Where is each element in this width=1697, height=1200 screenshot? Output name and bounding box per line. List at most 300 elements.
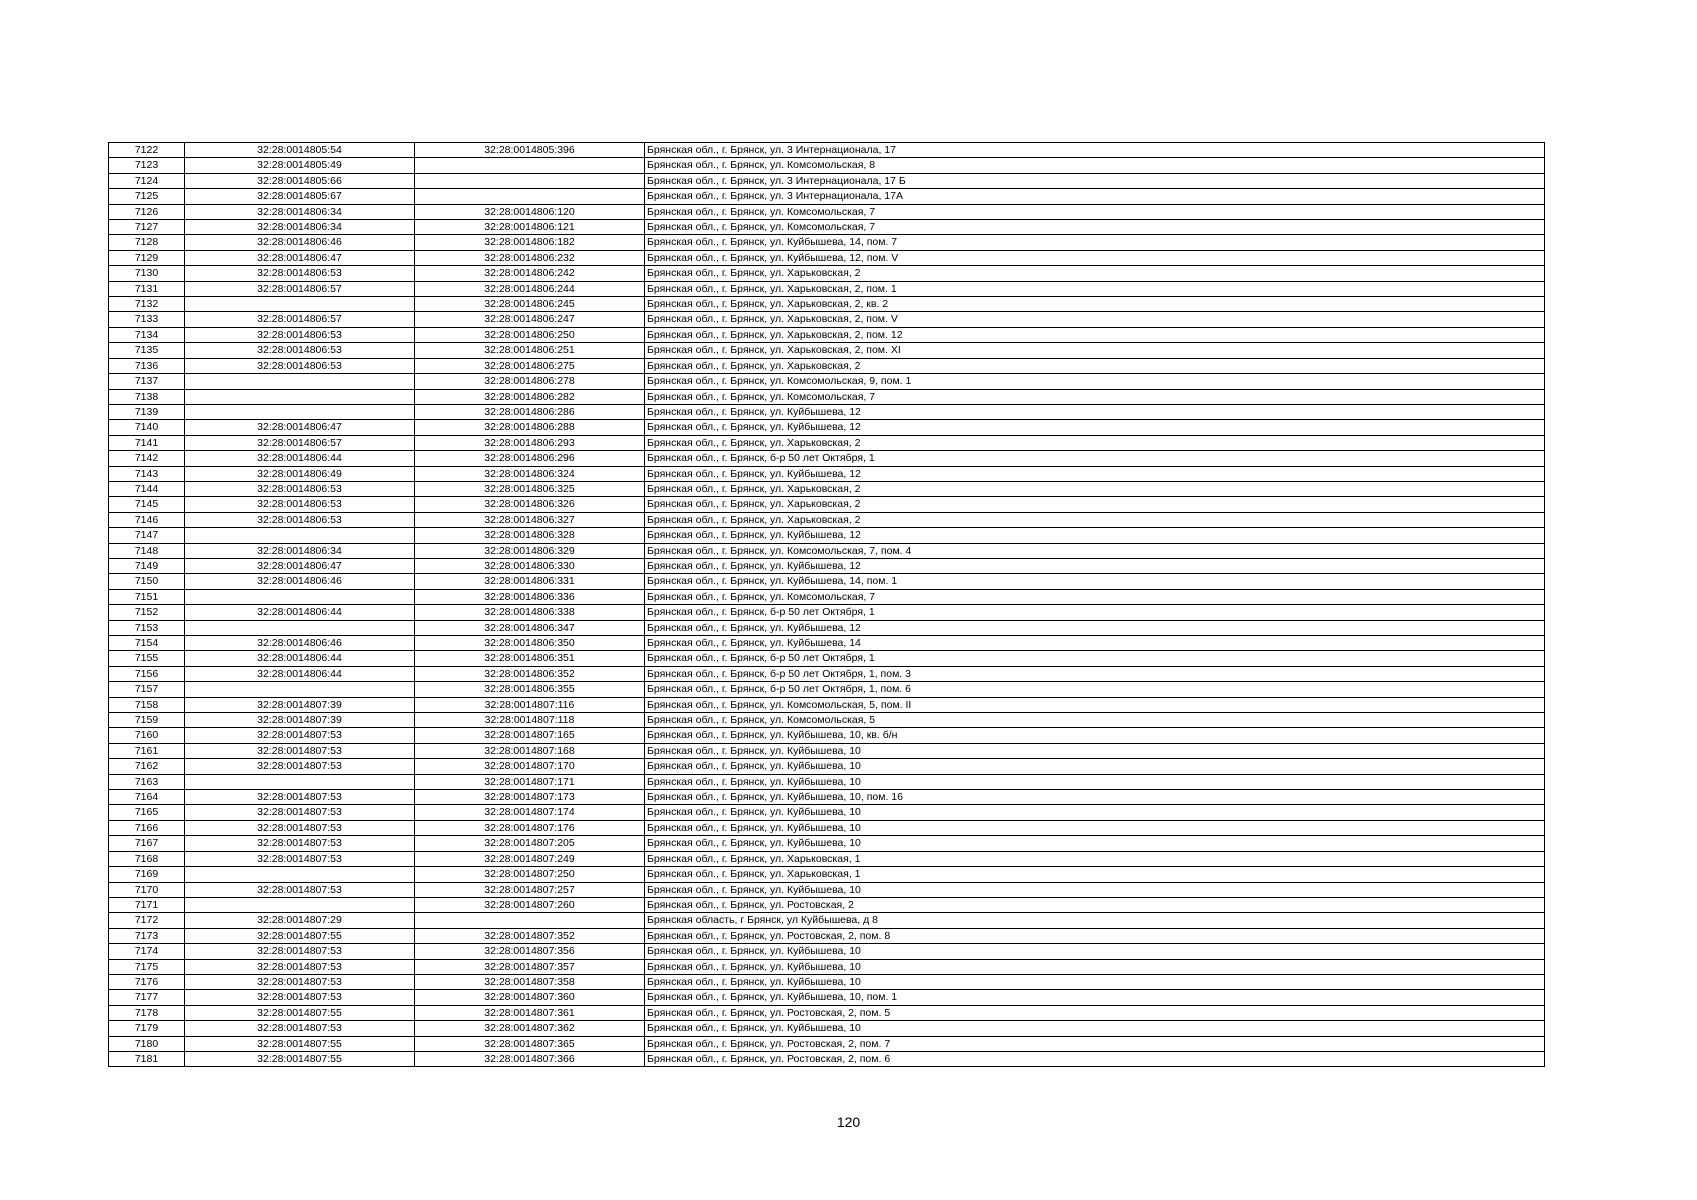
cadastral-number-cell: 32:28:0014807:362	[415, 1021, 645, 1036]
row-number-cell: 7174	[109, 944, 185, 959]
address-cell: Брянская обл., г. Брянск, ул. Куйбышева, 14, пом. 7	[645, 235, 1545, 250]
address-cell: Брянская обл., г. Брянск, ул. Комсомольская, 8	[645, 158, 1545, 173]
row-number-cell: 7145	[109, 497, 185, 512]
parcel-number-cell: 32:28:0014807:39	[185, 713, 415, 728]
cadastral-number-cell: 32:28:0014807:361	[415, 1005, 645, 1020]
address-cell: Брянская обл., г. Брянск, ул. Куйбышева, 12	[645, 558, 1545, 573]
table-row	[109, 158, 1545, 173]
row-number-cell: 7130	[109, 266, 185, 281]
parcel-number-cell	[185, 897, 415, 912]
row-number-cell: 7131	[109, 281, 185, 296]
parcel-number-cell: 32:28:0014807:53	[185, 959, 415, 974]
parcel-number-cell: 32:28:0014805:67	[185, 189, 415, 204]
row-number-cell: 7132	[109, 297, 185, 312]
cadastral-number-cell: 32:28:0014807:171	[415, 774, 645, 789]
address-cell: Брянская обл., г. Брянск, ул. Харьковская, 2, пом. V	[645, 312, 1545, 327]
address-cell: Брянская обл., г. Брянск, ул. Комсомольская, 7	[645, 589, 1545, 604]
table-row	[109, 374, 1545, 389]
row-number-cell: 7178	[109, 1005, 185, 1020]
registry-table	[108, 142, 1545, 1067]
row-number-cell: 7125	[109, 189, 185, 204]
address-cell: Брянская обл., г. Брянск, ул. Ростовская, 2, пом. 5	[645, 1005, 1545, 1020]
cadastral-number-cell: 32:28:0014807:249	[415, 851, 645, 866]
cadastral-number-cell: 32:28:0014806:120	[415, 204, 645, 219]
row-number-cell: 7161	[109, 743, 185, 758]
row-number-cell: 7148	[109, 543, 185, 558]
table-row	[109, 790, 1545, 805]
cadastral-number-cell: 32:28:0014806:232	[415, 250, 645, 265]
row-number-cell: 7122	[109, 143, 185, 158]
cadastral-number-cell: 32:28:0014807:360	[415, 990, 645, 1005]
cadastral-number-cell: 32:28:0014806:293	[415, 435, 645, 450]
row-number-cell: 7139	[109, 404, 185, 419]
parcel-number-cell: 32:28:0014806:44	[185, 605, 415, 620]
parcel-number-cell: 32:28:0014807:53	[185, 743, 415, 758]
parcel-number-cell: 32:28:0014807:53	[185, 974, 415, 989]
address-cell: Брянская обл., г. Брянск, ул. Куйбышева, 12	[645, 420, 1545, 435]
table-row	[109, 235, 1545, 250]
cadastral-number-cell	[415, 173, 645, 188]
parcel-number-cell	[185, 589, 415, 604]
cadastral-number-cell: 32:28:0014806:247	[415, 312, 645, 327]
parcel-number-cell	[185, 682, 415, 697]
row-number-cell: 7173	[109, 928, 185, 943]
parcel-number-cell: 32:28:0014806:47	[185, 420, 415, 435]
cadastral-number-cell: 32:28:0014806:338	[415, 605, 645, 620]
address-cell: Брянская обл., г. Брянск, ул. Куйбышева, 10	[645, 774, 1545, 789]
row-number-cell: 7150	[109, 574, 185, 589]
row-number-cell: 7127	[109, 220, 185, 235]
parcel-number-cell	[185, 528, 415, 543]
parcel-number-cell: 32:28:0014807:29	[185, 913, 415, 928]
table-row	[109, 1005, 1545, 1020]
table-row	[109, 928, 1545, 943]
row-number-cell: 7154	[109, 636, 185, 651]
cadastral-number-cell: 32:28:0014807:260	[415, 897, 645, 912]
parcel-number-cell: 32:28:0014806:44	[185, 666, 415, 681]
parcel-number-cell: 32:28:0014807:53	[185, 805, 415, 820]
cadastral-number-cell: 32:28:0014806:331	[415, 574, 645, 589]
address-cell: Брянская обл., г. Брянск, б-р 50 лет Октября, 1, пом. 3	[645, 666, 1545, 681]
address-cell: Брянская обл., г. Брянск, ул. Ростовская, 2	[645, 897, 1545, 912]
table-row	[109, 743, 1545, 758]
parcel-number-cell: 32:28:0014807:55	[185, 928, 415, 943]
address-cell: Брянская обл., г. Брянск, ул. Куйбышева, 12	[645, 620, 1545, 635]
cadastral-number-cell: 32:28:0014806:351	[415, 651, 645, 666]
row-number-cell: 7137	[109, 374, 185, 389]
page-number: 120	[836, 1114, 861, 1130]
cadastral-number-cell: 32:28:0014806:251	[415, 343, 645, 358]
row-number-cell: 7155	[109, 651, 185, 666]
table-row	[109, 589, 1545, 604]
cadastral-number-cell: 32:28:0014806:324	[415, 466, 645, 481]
registry-table-container	[108, 142, 1544, 1067]
parcel-number-cell: 32:28:0014807:53	[185, 882, 415, 897]
parcel-number-cell: 32:28:0014806:46	[185, 574, 415, 589]
parcel-number-cell: 32:28:0014806:44	[185, 651, 415, 666]
address-cell: Брянская обл., г. Брянск, ул. Куйбышева, 10, пом. 16	[645, 790, 1545, 805]
row-number-cell: 7124	[109, 173, 185, 188]
table-row	[109, 189, 1545, 204]
row-number-cell: 7153	[109, 620, 185, 635]
address-cell: Брянская область, г Брянск, ул Куйбышева, д 8	[645, 913, 1545, 928]
table-row	[109, 143, 1545, 158]
table-row	[109, 574, 1545, 589]
parcel-number-cell: 32:28:0014806:53	[185, 512, 415, 527]
address-cell: Брянская обл., г. Брянск, ул. Комсомольская, 9, пом. 1	[645, 374, 1545, 389]
address-cell: Брянская обл., г. Брянск, ул. Харьковская, 2	[645, 266, 1545, 281]
table-row	[109, 990, 1545, 1005]
row-number-cell: 7123	[109, 158, 185, 173]
address-cell: Брянская обл., г. Брянск, б-р 50 лет Октября, 1	[645, 605, 1545, 620]
address-cell: Брянская обл., г. Брянск, ул. Куйбышева, 10	[645, 820, 1545, 835]
row-number-cell: 7164	[109, 790, 185, 805]
table-row	[109, 728, 1545, 743]
cadastral-number-cell: 32:28:0014807:257	[415, 882, 645, 897]
parcel-number-cell: 32:28:0014806:46	[185, 235, 415, 250]
address-cell: Брянская обл., г. Брянск, ул. Харьковская, 2	[645, 512, 1545, 527]
parcel-number-cell	[185, 774, 415, 789]
address-cell: Брянская обл., г. Брянск, ул. Куйбышева, 10	[645, 743, 1545, 758]
address-cell: Брянская обл., г. Брянск, ул. Харьковская, 2, пом. 1	[645, 281, 1545, 296]
row-number-cell: 7128	[109, 235, 185, 250]
row-number-cell: 7156	[109, 666, 185, 681]
table-row	[109, 974, 1545, 989]
cadastral-number-cell: 32:28:0014807:358	[415, 974, 645, 989]
parcel-number-cell: 32:28:0014807:53	[185, 990, 415, 1005]
address-cell: Брянская обл., г. Брянск, ул. Куйбышева, 10, пом. 1	[645, 990, 1545, 1005]
registry-table-body	[109, 143, 1545, 1067]
table-row	[109, 543, 1545, 558]
cadastral-number-cell	[415, 189, 645, 204]
address-cell: Брянская обл., г. Брянск, ул. Куйбышева, 10	[645, 759, 1545, 774]
parcel-number-cell: 32:28:0014806:57	[185, 312, 415, 327]
row-number-cell: 7172	[109, 913, 185, 928]
row-number-cell: 7159	[109, 713, 185, 728]
table-row	[109, 512, 1545, 527]
parcel-number-cell: 32:28:0014806:47	[185, 558, 415, 573]
cadastral-number-cell: 32:28:0014807:176	[415, 820, 645, 835]
cadastral-number-cell: 32:28:0014806:347	[415, 620, 645, 635]
cadastral-number-cell: 32:28:0014806:282	[415, 389, 645, 404]
parcel-number-cell: 32:28:0014807:53	[185, 944, 415, 959]
cadastral-number-cell: 32:28:0014807:356	[415, 944, 645, 959]
table-row	[109, 420, 1545, 435]
address-cell: Брянская обл., г. Брянск, ул. Харьковская, 1	[645, 867, 1545, 882]
parcel-number-cell: 32:28:0014807:55	[185, 1036, 415, 1051]
row-number-cell: 7134	[109, 327, 185, 342]
address-cell: Брянская обл., г. Брянск, ул. Куйбышева, 12	[645, 466, 1545, 481]
table-row	[109, 435, 1545, 450]
address-cell: Брянская обл., г. Брянск, ул. Куйбышева, 10, кв. б/н	[645, 728, 1545, 743]
parcel-number-cell: 32:28:0014805:66	[185, 173, 415, 188]
row-number-cell: 7146	[109, 512, 185, 527]
table-row	[109, 297, 1545, 312]
address-cell: Брянская обл., г. Брянск, ул. 3 Интернационала, 17А	[645, 189, 1545, 204]
parcel-number-cell: 32:28:0014806:53	[185, 327, 415, 342]
parcel-number-cell: 32:28:0014806:46	[185, 636, 415, 651]
table-row	[109, 605, 1545, 620]
cadastral-number-cell: 32:28:0014806:330	[415, 558, 645, 573]
cadastral-number-cell: 32:28:0014806:121	[415, 220, 645, 235]
table-row	[109, 666, 1545, 681]
table-row	[109, 713, 1545, 728]
table-row	[109, 281, 1545, 296]
cadastral-number-cell: 32:28:0014807:357	[415, 959, 645, 974]
parcel-number-cell: 32:28:0014806:47	[185, 250, 415, 265]
cadastral-number-cell: 32:28:0014806:278	[415, 374, 645, 389]
parcel-number-cell: 32:28:0014806:34	[185, 220, 415, 235]
address-cell: Брянская обл., г. Брянск, ул. Комсомольская, 5	[645, 713, 1545, 728]
parcel-number-cell: 32:28:0014806:53	[185, 343, 415, 358]
parcel-number-cell: 32:28:0014806:53	[185, 266, 415, 281]
row-number-cell: 7135	[109, 343, 185, 358]
table-row	[109, 944, 1545, 959]
table-row	[109, 913, 1545, 928]
cadastral-number-cell: 32:28:0014806:327	[415, 512, 645, 527]
parcel-number-cell: 32:28:0014807:39	[185, 697, 415, 712]
address-cell: Брянская обл., г. Брянск, ул. Куйбышева, 10	[645, 805, 1545, 820]
table-row	[109, 312, 1545, 327]
row-number-cell: 7140	[109, 420, 185, 435]
cadastral-number-cell: 32:28:0014805:396	[415, 143, 645, 158]
table-row	[109, 636, 1545, 651]
cadastral-number-cell: 32:28:0014806:355	[415, 682, 645, 697]
address-cell: Брянская обл., г. Брянск, ул. Харьковская, 2	[645, 435, 1545, 450]
address-cell: Брянская обл., г. Брянск, ул. Ростовская, 2, пом. 6	[645, 1051, 1545, 1066]
cadastral-number-cell	[415, 913, 645, 928]
row-number-cell: 7136	[109, 358, 185, 373]
row-number-cell: 7144	[109, 481, 185, 496]
cadastral-number-cell: 32:28:0014806:329	[415, 543, 645, 558]
table-row	[109, 466, 1545, 481]
table-row	[109, 759, 1545, 774]
parcel-number-cell: 32:28:0014807:53	[185, 820, 415, 835]
row-number-cell: 7167	[109, 836, 185, 851]
table-row	[109, 620, 1545, 635]
address-cell: Брянская обл., г. Брянск, ул. Куйбышева, 12, пом. V	[645, 250, 1545, 265]
row-number-cell: 7149	[109, 558, 185, 573]
table-row	[109, 528, 1545, 543]
row-number-cell: 7152	[109, 605, 185, 620]
table-row	[109, 836, 1545, 851]
cadastral-number-cell: 32:28:0014807:250	[415, 867, 645, 882]
table-row	[109, 882, 1545, 897]
cadastral-number-cell: 32:28:0014806:245	[415, 297, 645, 312]
table-row	[109, 897, 1545, 912]
cadastral-number-cell: 32:28:0014807:205	[415, 836, 645, 851]
table-row	[109, 389, 1545, 404]
table-row	[109, 451, 1545, 466]
cadastral-number-cell: 32:28:0014806:336	[415, 589, 645, 604]
row-number-cell: 7176	[109, 974, 185, 989]
parcel-number-cell	[185, 389, 415, 404]
table-row	[109, 851, 1545, 866]
table-row	[109, 343, 1545, 358]
parcel-number-cell: 32:28:0014806:34	[185, 543, 415, 558]
parcel-number-cell: 32:28:0014806:53	[185, 358, 415, 373]
cadastral-number-cell: 32:28:0014807:365	[415, 1036, 645, 1051]
row-number-cell: 7133	[109, 312, 185, 327]
address-cell: Брянская обл., г. Брянск, ул. Ростовская, 2, пом. 7	[645, 1036, 1545, 1051]
row-number-cell: 7142	[109, 451, 185, 466]
cadastral-number-cell: 32:28:0014806:242	[415, 266, 645, 281]
table-row	[109, 404, 1545, 419]
address-cell: Брянская обл., г. Брянск, б-р 50 лет Октября, 1, пом. 6	[645, 682, 1545, 697]
table-row	[109, 697, 1545, 712]
cadastral-number-cell: 32:28:0014807:352	[415, 928, 645, 943]
address-cell: Брянская обл., г. Брянск, ул. Куйбышева, 12	[645, 528, 1545, 543]
address-cell: Брянская обл., г. Брянск, ул. Куйбышева, 12	[645, 404, 1545, 419]
row-number-cell: 7162	[109, 759, 185, 774]
cadastral-number-cell: 32:28:0014807:118	[415, 713, 645, 728]
address-cell: Брянская обл., г. Брянск, ул. Харьковская, 2	[645, 358, 1545, 373]
address-cell: Брянская обл., г. Брянск, ул. Куйбышева, 10	[645, 959, 1545, 974]
parcel-number-cell: 32:28:0014807:53	[185, 836, 415, 851]
parcel-number-cell: 32:28:0014806:57	[185, 281, 415, 296]
table-row	[109, 959, 1545, 974]
parcel-number-cell: 32:28:0014805:54	[185, 143, 415, 158]
row-number-cell: 7181	[109, 1051, 185, 1066]
table-row	[109, 1021, 1545, 1036]
table-row	[109, 220, 1545, 235]
parcel-number-cell	[185, 404, 415, 419]
table-row	[109, 1051, 1545, 1066]
cadastral-number-cell: 32:28:0014807:165	[415, 728, 645, 743]
parcel-number-cell: 32:28:0014807:55	[185, 1051, 415, 1066]
cadastral-number-cell: 32:28:0014807:170	[415, 759, 645, 774]
parcel-number-cell	[185, 620, 415, 635]
parcel-number-cell: 32:28:0014807:53	[185, 1021, 415, 1036]
parcel-number-cell: 32:28:0014806:44	[185, 451, 415, 466]
address-cell: Брянская обл., г. Брянск, ул. Комсомольская, 7, пом. 4	[645, 543, 1545, 558]
parcel-number-cell: 32:28:0014806:53	[185, 481, 415, 496]
parcel-number-cell	[185, 297, 415, 312]
cadastral-number-cell: 32:28:0014806:288	[415, 420, 645, 435]
parcel-number-cell: 32:28:0014807:53	[185, 851, 415, 866]
address-cell: Брянская обл., г. Брянск, ул. Комсомольская, 5, пом. II	[645, 697, 1545, 712]
table-row	[109, 682, 1545, 697]
cadastral-number-cell: 32:28:0014806:275	[415, 358, 645, 373]
row-number-cell: 7177	[109, 990, 185, 1005]
table-row	[109, 481, 1545, 496]
row-number-cell: 7170	[109, 882, 185, 897]
table-row	[109, 204, 1545, 219]
address-cell: Брянская обл., г. Брянск, ул. Куйбышева, 14, пом. 1	[645, 574, 1545, 589]
address-cell: Брянская обл., г. Брянск, ул. Куйбышева, 10	[645, 1021, 1545, 1036]
cadastral-number-cell	[415, 158, 645, 173]
row-number-cell: 7179	[109, 1021, 185, 1036]
address-cell: Брянская обл., г. Брянск, ул. Куйбышева, 10	[645, 974, 1545, 989]
address-cell: Брянская обл., г. Брянск, ул. Харьковская, 1	[645, 851, 1545, 866]
cadastral-number-cell: 32:28:0014806:325	[415, 481, 645, 496]
row-number-cell: 7151	[109, 589, 185, 604]
row-number-cell: 7175	[109, 959, 185, 974]
parcel-number-cell: 32:28:0014806:34	[185, 204, 415, 219]
address-cell: Брянская обл., г. Брянск, ул. Харьковская, 2, кв. 2	[645, 297, 1545, 312]
address-cell: Брянская обл., г. Брянск, ул. Ростовская, 2, пом. 8	[645, 928, 1545, 943]
parcel-number-cell: 32:28:0014806:57	[185, 435, 415, 450]
cadastral-number-cell: 32:28:0014806:182	[415, 235, 645, 250]
parcel-number-cell: 32:28:0014807:53	[185, 759, 415, 774]
cadastral-number-cell: 32:28:0014806:328	[415, 528, 645, 543]
parcel-number-cell	[185, 867, 415, 882]
row-number-cell: 7126	[109, 204, 185, 219]
address-cell: Брянская обл., г. Брянск, ул. Куйбышева, 14	[645, 636, 1545, 651]
row-number-cell: 7160	[109, 728, 185, 743]
row-number-cell: 7138	[109, 389, 185, 404]
address-cell: Брянская обл., г. Брянск, ул. Комсомольская, 7	[645, 204, 1545, 219]
cadastral-number-cell: 32:28:0014806:296	[415, 451, 645, 466]
table-row	[109, 327, 1545, 342]
row-number-cell: 7147	[109, 528, 185, 543]
row-number-cell: 7129	[109, 250, 185, 265]
cadastral-number-cell: 32:28:0014806:350	[415, 636, 645, 651]
cadastral-number-cell: 32:28:0014807:168	[415, 743, 645, 758]
address-cell: Брянская обл., г. Брянск, ул. Харьковская, 2	[645, 481, 1545, 496]
table-row	[109, 651, 1545, 666]
cadastral-number-cell: 32:28:0014806:286	[415, 404, 645, 419]
parcel-number-cell	[185, 374, 415, 389]
cadastral-number-cell: 32:28:0014807:174	[415, 805, 645, 820]
row-number-cell: 7180	[109, 1036, 185, 1051]
cadastral-number-cell: 32:28:0014806:326	[415, 497, 645, 512]
row-number-cell: 7163	[109, 774, 185, 789]
address-cell: Брянская обл., г. Брянск, б-р 50 лет Октября, 1	[645, 451, 1545, 466]
parcel-number-cell: 32:28:0014805:49	[185, 158, 415, 173]
address-cell: Брянская обл., г. Брянск, ул. Куйбышева, 10	[645, 836, 1545, 851]
cadastral-number-cell: 32:28:0014807:173	[415, 790, 645, 805]
row-number-cell: 7166	[109, 820, 185, 835]
address-cell: Брянская обл., г. Брянск, ул. Харьковская, 2, пом. 12	[645, 327, 1545, 342]
table-row	[109, 1036, 1545, 1051]
address-cell: Брянская обл., г. Брянск, ул. Харьковская, 2, пом. XI	[645, 343, 1545, 358]
row-number-cell: 7157	[109, 682, 185, 697]
table-row	[109, 558, 1545, 573]
row-number-cell: 7143	[109, 466, 185, 481]
table-row	[109, 266, 1545, 281]
row-number-cell: 7141	[109, 435, 185, 450]
row-number-cell: 7165	[109, 805, 185, 820]
cadastral-number-cell: 32:28:0014807:366	[415, 1051, 645, 1066]
row-number-cell: 7158	[109, 697, 185, 712]
address-cell: Брянская обл., г. Брянск, б-р 50 лет Октября, 1	[645, 651, 1545, 666]
table-row	[109, 497, 1545, 512]
parcel-number-cell: 32:28:0014807:55	[185, 1005, 415, 1020]
address-cell: Брянская обл., г. Брянск, ул. Куйбышева, 10	[645, 882, 1545, 897]
address-cell: Брянская обл., г. Брянск, ул. Куйбышева, 10	[645, 944, 1545, 959]
parcel-number-cell: 32:28:0014806:53	[185, 497, 415, 512]
cadastral-number-cell: 32:28:0014806:352	[415, 666, 645, 681]
address-cell: Брянская обл., г. Брянск, ул. Комсомольская, 7	[645, 220, 1545, 235]
table-row	[109, 774, 1545, 789]
cadastral-number-cell: 32:28:0014806:250	[415, 327, 645, 342]
table-row	[109, 820, 1545, 835]
cadastral-number-cell: 32:28:0014807:116	[415, 697, 645, 712]
parcel-number-cell: 32:28:0014806:49	[185, 466, 415, 481]
table-row	[109, 173, 1545, 188]
row-number-cell: 7171	[109, 897, 185, 912]
parcel-number-cell: 32:28:0014807:53	[185, 790, 415, 805]
parcel-number-cell: 32:28:0014807:53	[185, 728, 415, 743]
address-cell: Брянская обл., г. Брянск, ул. Комсомольская, 7	[645, 389, 1545, 404]
table-row	[109, 805, 1545, 820]
address-cell: Брянская обл., г. Брянск, ул. Харьковская, 2	[645, 497, 1545, 512]
table-row	[109, 358, 1545, 373]
table-row	[109, 250, 1545, 265]
table-row	[109, 867, 1545, 882]
row-number-cell: 7168	[109, 851, 185, 866]
